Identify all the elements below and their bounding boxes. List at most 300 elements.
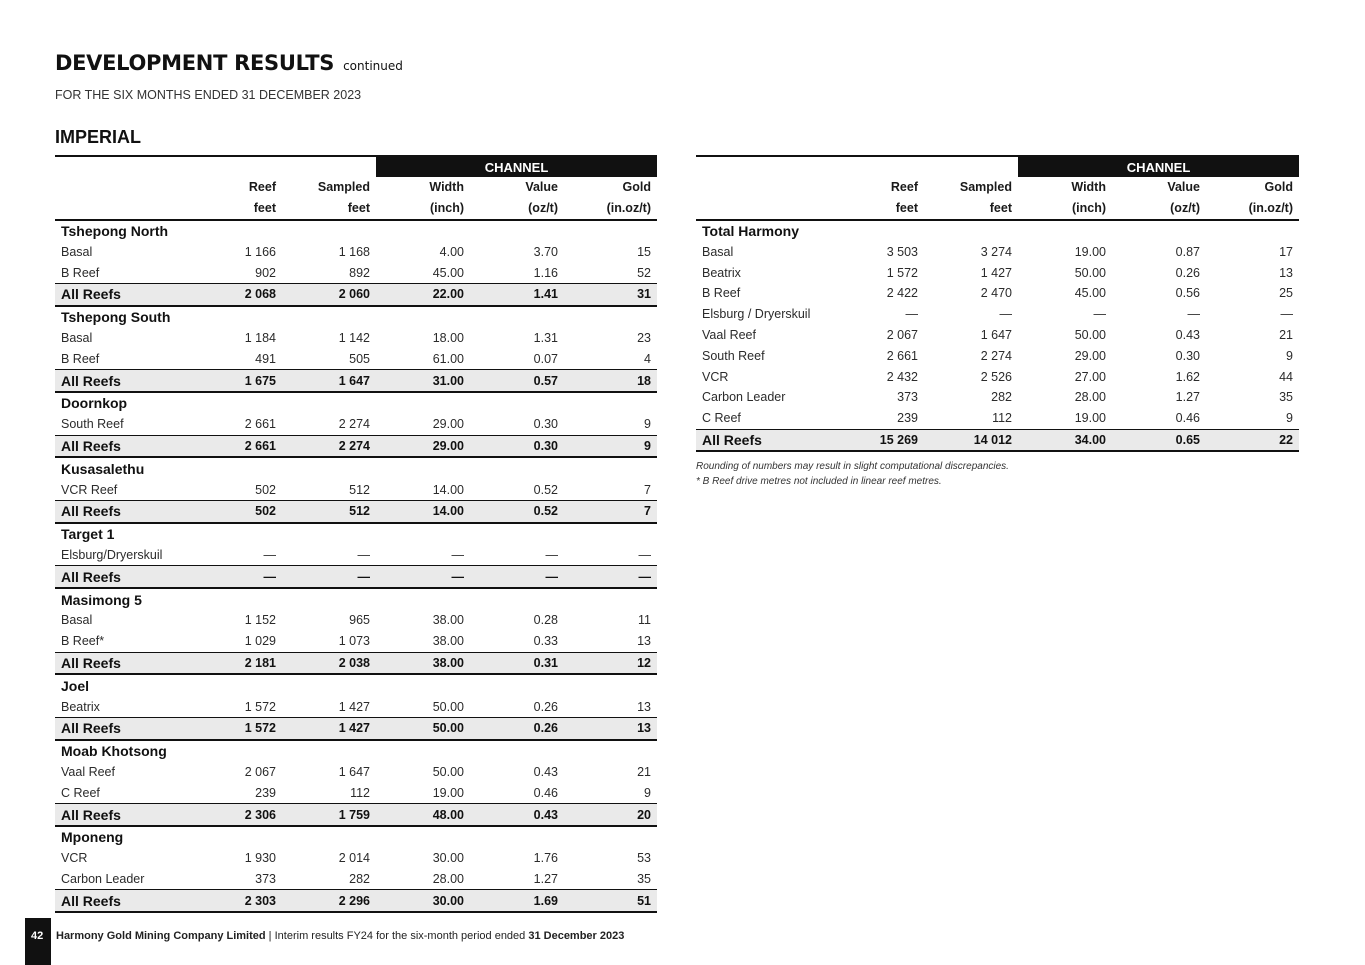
cell-gold-in-oz-t [564, 740, 657, 762]
unit-sampled: feet [924, 198, 1018, 220]
cell-sampled-feet: 2 060 [282, 283, 376, 305]
cell-reef-feet: 1 930 [244, 851, 276, 866]
cell-width-inch: 4.00 [439, 244, 464, 259]
cell-sampled-feet: 112 [992, 411, 1012, 426]
table-body-left [55, 220, 657, 913]
cell-gold-in-oz-t: 9 [644, 417, 651, 432]
cell-gold-in-oz-t: 9 [564, 435, 657, 457]
cell-value-oz-t: 0.43 [470, 804, 564, 826]
cell-reef-feet: 2 068 [206, 283, 282, 305]
cell-sampled-feet: 965 [349, 613, 370, 628]
cell-sampled-feet: — [357, 547, 370, 562]
cell-gold-in-oz-t: 20 [564, 804, 657, 826]
cell-reef-feet: 2 432 [886, 369, 918, 384]
cell-gold-in-oz-t: 35 [1279, 390, 1293, 405]
table-row [55, 610, 657, 631]
page-subtitle: FOR THE SIX MONTHS ENDED 31 DECEMBER 2023 [55, 88, 362, 102]
table-row [696, 304, 1299, 325]
header-blank [55, 156, 376, 177]
col-value: Value [525, 180, 558, 195]
unit-reef: feet [206, 198, 282, 220]
cell-gold-in-oz-t: 7 [564, 500, 657, 522]
mine-name: Total Harmony [702, 222, 799, 239]
cell-sampled-feet [924, 220, 1018, 242]
cell-reef-feet: 2 661 [206, 435, 282, 457]
cell-value-oz-t [470, 588, 564, 610]
col-gold: Gold [1264, 180, 1293, 195]
cell-value-oz-t: 0.26 [470, 717, 564, 739]
table-body-right [696, 220, 1299, 452]
total-row [55, 804, 657, 826]
cell-gold-in-oz-t: 11 [638, 613, 651, 628]
cell-value-oz-t: 0.26 [533, 699, 558, 714]
page-title-suffix: continued [343, 59, 403, 73]
cell-value-oz-t: — [545, 547, 558, 562]
cell-value-oz-t: 0.07 [533, 351, 558, 366]
reef-name: B Reef [61, 265, 100, 280]
reef-name: All Reefs [55, 717, 206, 739]
cell-value-oz-t [470, 392, 564, 414]
group-row [55, 740, 657, 762]
cell-width-inch: 28.00 [432, 871, 464, 886]
cell-sampled-feet: 2 526 [980, 369, 1012, 384]
footnote-b-reef: * B Reef drive metres not included in linear reef metres. [696, 476, 942, 487]
col-value: Value [1167, 180, 1200, 195]
col-width: Width [1071, 180, 1106, 195]
cell-gold-in-oz-t: 51 [564, 890, 657, 912]
table-row [696, 408, 1299, 429]
cell-width-inch: 14.00 [432, 482, 464, 497]
reef-name: VCR [61, 851, 88, 866]
cell-gold-in-oz-t: 13 [637, 634, 651, 649]
cell-sampled-feet: 512 [282, 500, 376, 522]
cell-width-inch [1018, 220, 1112, 242]
col-gold: Gold [622, 180, 651, 195]
reef-name: Elsburg / Dryerskuil [702, 307, 811, 322]
cell-gold-in-oz-t: 13 [637, 699, 651, 714]
cell-width-inch: 29.00 [432, 417, 464, 432]
group-row [55, 306, 657, 328]
cell-sampled-feet: 2 274 [282, 435, 376, 457]
mine-name: Tshepong South [61, 309, 171, 326]
cell-value-oz-t: 0.26 [1175, 265, 1200, 280]
mine-name: Tshepong North [61, 222, 169, 239]
cell-reef-feet: 2 067 [244, 764, 276, 779]
cell-width-inch: — [451, 547, 464, 562]
cell-value-oz-t: — [470, 566, 564, 588]
total-row [55, 500, 657, 522]
cell-sampled-feet: 505 [349, 351, 370, 366]
cell-width-inch: 19.00 [1074, 244, 1106, 259]
cell-gold-in-oz-t [564, 588, 657, 610]
group-row [55, 392, 657, 414]
cell-value-oz-t [470, 523, 564, 545]
table-row [55, 479, 657, 500]
total-row [55, 890, 657, 912]
cell-width-inch: 50.00 [1074, 327, 1106, 342]
mine-name: Masimong 5 [61, 591, 142, 608]
cell-value-oz-t: 0.52 [533, 482, 558, 497]
cell-reef-feet [848, 220, 924, 242]
mine-name: Moab Khotsong [61, 743, 167, 760]
cell-reef-feet [206, 392, 282, 414]
cell-gold-in-oz-t: 44 [1279, 369, 1293, 384]
header-empty [696, 177, 848, 198]
table-row [696, 325, 1299, 346]
reef-name: South Reef [702, 348, 765, 363]
reef-name: All Reefs [696, 429, 848, 451]
column-header-row [696, 177, 1299, 198]
reef-name: All Reefs [55, 890, 206, 912]
cell-sampled-feet [282, 220, 376, 242]
reef-name: Carbon Leader [702, 390, 786, 405]
cell-width-inch: 22.00 [376, 283, 470, 305]
cell-value-oz-t: 0.30 [533, 417, 558, 432]
cell-width-inch [376, 740, 470, 762]
cell-value-oz-t: 1.69 [470, 890, 564, 912]
cell-width-inch [376, 220, 470, 242]
table-row [55, 241, 657, 262]
col-reef: Reef [248, 180, 276, 195]
cell-reef-feet: 1 166 [244, 244, 276, 259]
group-row [55, 523, 657, 545]
cell-sampled-feet: 1 073 [338, 634, 370, 649]
table-row [55, 782, 657, 803]
total-row [55, 652, 657, 674]
cell-width-inch: 50.00 [432, 764, 464, 779]
cell-value-oz-t [470, 457, 564, 479]
cell-width-inch: 29.00 [376, 435, 470, 457]
cell-sampled-feet [282, 588, 376, 610]
cell-width-inch [376, 306, 470, 328]
cell-width-inch: 50.00 [376, 717, 470, 739]
cell-value-oz-t: 0.43 [1175, 327, 1200, 342]
header-empty [55, 198, 206, 220]
group-row [696, 220, 1299, 242]
reef-name: All Reefs [55, 652, 206, 674]
cell-width-inch: 61.00 [432, 351, 464, 366]
cell-value-oz-t [470, 740, 564, 762]
reef-name: Carbon Leader [61, 871, 145, 886]
cell-reef-feet: 1 572 [206, 717, 282, 739]
cell-reef-feet [206, 523, 282, 545]
cell-sampled-feet: 2 296 [282, 890, 376, 912]
footnote-rounding: Rounding of numbers may result in slight computational discrepancies. [696, 461, 1009, 472]
cell-width-inch: 19.00 [432, 785, 464, 800]
total-row [55, 717, 657, 739]
page-title-text: DEVELOPMENT RESULTS [55, 51, 335, 75]
table-row [55, 414, 657, 435]
cell-reef-feet: 15 269 [848, 429, 924, 451]
cell-width-inch: 50.00 [432, 699, 464, 714]
table-row [55, 545, 657, 566]
header-empty [696, 198, 848, 220]
footer-description: Interim results FY24 for the six-month period ended [274, 930, 529, 942]
cell-gold-in-oz-t [564, 674, 657, 696]
cell-gold-in-oz-t [564, 306, 657, 328]
cell-reef-feet: 373 [897, 390, 918, 405]
cell-value-oz-t: 1.16 [533, 265, 558, 280]
cell-gold-in-oz-t [564, 457, 657, 479]
cell-sampled-feet: 282 [349, 871, 370, 886]
cell-gold-in-oz-t: 4 [644, 351, 651, 366]
cell-reef-feet: 902 [255, 265, 276, 280]
cell-width-inch: 50.00 [1074, 265, 1106, 280]
table-row [55, 348, 657, 369]
cell-width-inch: 14.00 [376, 500, 470, 522]
cell-sampled-feet: 2 274 [338, 417, 370, 432]
reef-name: B Reef [61, 351, 100, 366]
cell-gold-in-oz-t: 13 [1279, 265, 1293, 280]
cell-value-oz-t [470, 220, 564, 242]
cell-sampled-feet: 1 168 [338, 244, 370, 259]
reef-name: C Reef [702, 411, 741, 426]
channel-header: CHANNEL [1018, 156, 1299, 177]
cell-sampled-feet: 2 014 [338, 851, 370, 866]
total-row [55, 435, 657, 457]
cell-gold-in-oz-t: — [564, 566, 657, 588]
cell-reef-feet: 1 184 [244, 330, 276, 345]
cell-value-oz-t: 1.27 [1175, 390, 1200, 405]
cell-reef-feet: 2 661 [244, 417, 276, 432]
unit-reef: feet [848, 198, 924, 220]
reef-name: All Reefs [55, 500, 206, 522]
unit-gold: (in.oz/t) [564, 198, 657, 220]
reef-name: B Reef* [61, 634, 105, 649]
channel-header-row [696, 156, 1299, 177]
cell-width-inch: 45.00 [1074, 286, 1106, 301]
cell-value-oz-t: 0.28 [533, 613, 558, 628]
table-row [696, 345, 1299, 366]
cell-reef-feet: — [263, 547, 276, 562]
mine-name: Mponeng [61, 829, 124, 846]
unit-width: (inch) [1018, 198, 1112, 220]
cell-gold-in-oz-t [564, 220, 657, 242]
cell-value-oz-t: 1.27 [533, 871, 558, 886]
cell-gold-in-oz-t: 17 [1279, 244, 1293, 259]
cell-gold-in-oz-t: 9 [644, 785, 651, 800]
cell-reef-feet [206, 740, 282, 762]
cell-width-inch: — [376, 566, 470, 588]
total-row [55, 283, 657, 305]
cell-reef-feet: 1 572 [244, 699, 276, 714]
cell-width-inch: 28.00 [1074, 390, 1106, 405]
cell-gold-in-oz-t [564, 523, 657, 545]
cell-reef-feet [206, 588, 282, 610]
group-row [55, 457, 657, 479]
cell-sampled-feet [282, 740, 376, 762]
column-units-row [696, 198, 1299, 220]
reef-name: Basal [702, 244, 734, 259]
cell-value-oz-t: 0.57 [470, 370, 564, 392]
cell-width-inch: 27.00 [1074, 369, 1106, 384]
cell-gold-in-oz-t: 53 [637, 851, 651, 866]
cell-reef-feet: 2 661 [886, 348, 918, 363]
section-heading: IMPERIAL [55, 127, 142, 147]
cell-sampled-feet [282, 457, 376, 479]
cell-width-inch [376, 392, 470, 414]
cell-width-inch: 38.00 [432, 634, 464, 649]
column-header-row [55, 177, 657, 198]
total-row [55, 566, 657, 588]
cell-sampled-feet [282, 306, 376, 328]
column-units-row [55, 198, 657, 220]
group-row [55, 674, 657, 696]
cell-value-oz-t [470, 306, 564, 328]
cell-reef-feet [206, 220, 282, 242]
cell-gold-in-oz-t: 35 [637, 871, 651, 886]
cell-sampled-feet: 14 012 [924, 429, 1018, 451]
page-number: 42 [31, 930, 44, 942]
mine-name: Doornkop [61, 395, 128, 412]
channel-header-row [55, 156, 657, 177]
cell-gold-in-oz-t [1206, 220, 1299, 242]
cell-gold-in-oz-t [564, 392, 657, 414]
cell-sampled-feet: 1 427 [980, 265, 1012, 280]
cell-reef-feet: 1 152 [244, 613, 276, 628]
cell-gold-in-oz-t: — [1280, 307, 1293, 322]
cell-value-oz-t [1112, 220, 1206, 242]
cell-reef-feet [206, 306, 282, 328]
table-row [696, 366, 1299, 387]
reef-name: All Reefs [55, 370, 206, 392]
cell-sampled-feet [282, 392, 376, 414]
table-row [696, 387, 1299, 408]
cell-width-inch: 30.00 [376, 890, 470, 912]
cell-width-inch: 38.00 [432, 613, 464, 628]
cell-width-inch: 31.00 [376, 370, 470, 392]
cell-reef-feet: 2 303 [206, 890, 282, 912]
cell-value-oz-t: 0.46 [533, 785, 558, 800]
cell-reef-feet: 3 503 [886, 244, 918, 259]
unit-value: (oz/t) [1112, 198, 1206, 220]
col-sampled: Sampled [317, 180, 370, 195]
cell-value-oz-t: 0.46 [1175, 411, 1200, 426]
cell-gold-in-oz-t: 18 [564, 370, 657, 392]
table-row [55, 696, 657, 717]
cell-width-inch: 48.00 [376, 804, 470, 826]
table-row [55, 328, 657, 349]
cell-sampled-feet: 2 038 [282, 652, 376, 674]
table-row [55, 631, 657, 652]
table-row [55, 869, 657, 890]
reef-name: All Reefs [55, 566, 206, 588]
footer [56, 930, 624, 942]
cell-sampled-feet [282, 674, 376, 696]
header-empty [55, 177, 206, 198]
cell-width-inch [376, 674, 470, 696]
col-width: Width [429, 180, 464, 195]
cell-width-inch: 45.00 [432, 265, 464, 280]
cell-value-oz-t: 0.87 [1175, 244, 1200, 259]
cell-value-oz-t [470, 674, 564, 696]
cell-value-oz-t: 0.52 [470, 500, 564, 522]
cell-sampled-feet: 1 759 [282, 804, 376, 826]
cell-sampled-feet: 512 [349, 482, 370, 497]
cell-reef-feet: 2 422 [886, 286, 918, 301]
total-row [696, 429, 1299, 451]
cell-value-oz-t: 0.33 [533, 634, 558, 649]
footnotes [696, 459, 1009, 489]
page-title [55, 51, 403, 75]
cell-value-oz-t: 1.62 [1175, 369, 1200, 384]
group-row [55, 826, 657, 848]
unit-width: (inch) [376, 198, 470, 220]
unit-sampled: feet [282, 198, 376, 220]
cell-sampled-feet: 1 142 [338, 330, 370, 345]
group-row [55, 588, 657, 610]
mine-name: Joel [61, 677, 90, 694]
header-blank [696, 156, 1018, 177]
reef-name: B Reef [702, 286, 741, 301]
cell-gold-in-oz-t: 9 [1286, 411, 1293, 426]
cell-gold-in-oz-t: 9 [1286, 348, 1293, 363]
cell-width-inch: 29.00 [1074, 348, 1106, 363]
cell-value-oz-t: 1.76 [533, 851, 558, 866]
cell-value-oz-t: 3.70 [533, 244, 558, 259]
cell-reef-feet: 373 [255, 871, 276, 886]
cell-reef-feet: 2 181 [206, 652, 282, 674]
cell-width-inch: 34.00 [1018, 429, 1112, 451]
cell-width-inch [376, 457, 470, 479]
cell-value-oz-t: 0.31 [470, 652, 564, 674]
mine-name: Kusasalethu [61, 460, 145, 477]
cell-sampled-feet: 3 274 [980, 244, 1012, 259]
cell-sampled-feet: 2 470 [980, 286, 1012, 301]
cell-width-inch [376, 523, 470, 545]
cell-value-oz-t [470, 826, 564, 848]
group-row [55, 220, 657, 242]
footer-date: 31 December 2023 [528, 930, 625, 942]
cell-sampled-feet: 2 274 [980, 348, 1012, 363]
cell-gold-in-oz-t: 22 [1206, 429, 1299, 451]
reef-name: Vaal Reef [61, 764, 115, 779]
cell-width-inch: — [1093, 307, 1106, 322]
reef-name: Elsburg/Dryerskuil [61, 547, 163, 562]
cell-sampled-feet: 1 427 [338, 699, 370, 714]
cell-reef-feet: 239 [897, 411, 918, 426]
cell-width-inch [376, 588, 470, 610]
cell-gold-in-oz-t: 23 [637, 330, 651, 345]
cell-value-oz-t: 1.41 [470, 283, 564, 305]
footer-company: Harmony Gold Mining Company Limited [56, 930, 266, 942]
reef-name: C Reef [61, 785, 100, 800]
cell-reef-feet: 2 067 [886, 327, 918, 342]
cell-reef-feet: 1 572 [886, 265, 918, 280]
total-row [55, 370, 657, 392]
cell-sampled-feet: 1 427 [282, 717, 376, 739]
cell-width-inch: 18.00 [432, 330, 464, 345]
cell-sampled-feet [282, 826, 376, 848]
cell-reef-feet: 239 [255, 785, 276, 800]
reef-name: Basal [61, 613, 93, 628]
cell-sampled-feet: 1 647 [338, 764, 370, 779]
channel-header: CHANNEL [376, 156, 657, 177]
cell-reef-feet: 1 675 [206, 370, 282, 392]
cell-width-inch: 38.00 [376, 652, 470, 674]
cell-gold-in-oz-t [564, 826, 657, 848]
cell-reef-feet: — [206, 566, 282, 588]
cell-value-oz-t: 0.43 [533, 764, 558, 779]
reef-name: All Reefs [55, 283, 206, 305]
cell-value-oz-t: 0.30 [470, 435, 564, 457]
cell-width-inch [376, 826, 470, 848]
cell-gold-in-oz-t: — [638, 547, 651, 562]
table-row [55, 762, 657, 783]
cell-reef-feet [206, 674, 282, 696]
reef-name: All Reefs [55, 804, 206, 826]
cell-sampled-feet [282, 523, 376, 545]
